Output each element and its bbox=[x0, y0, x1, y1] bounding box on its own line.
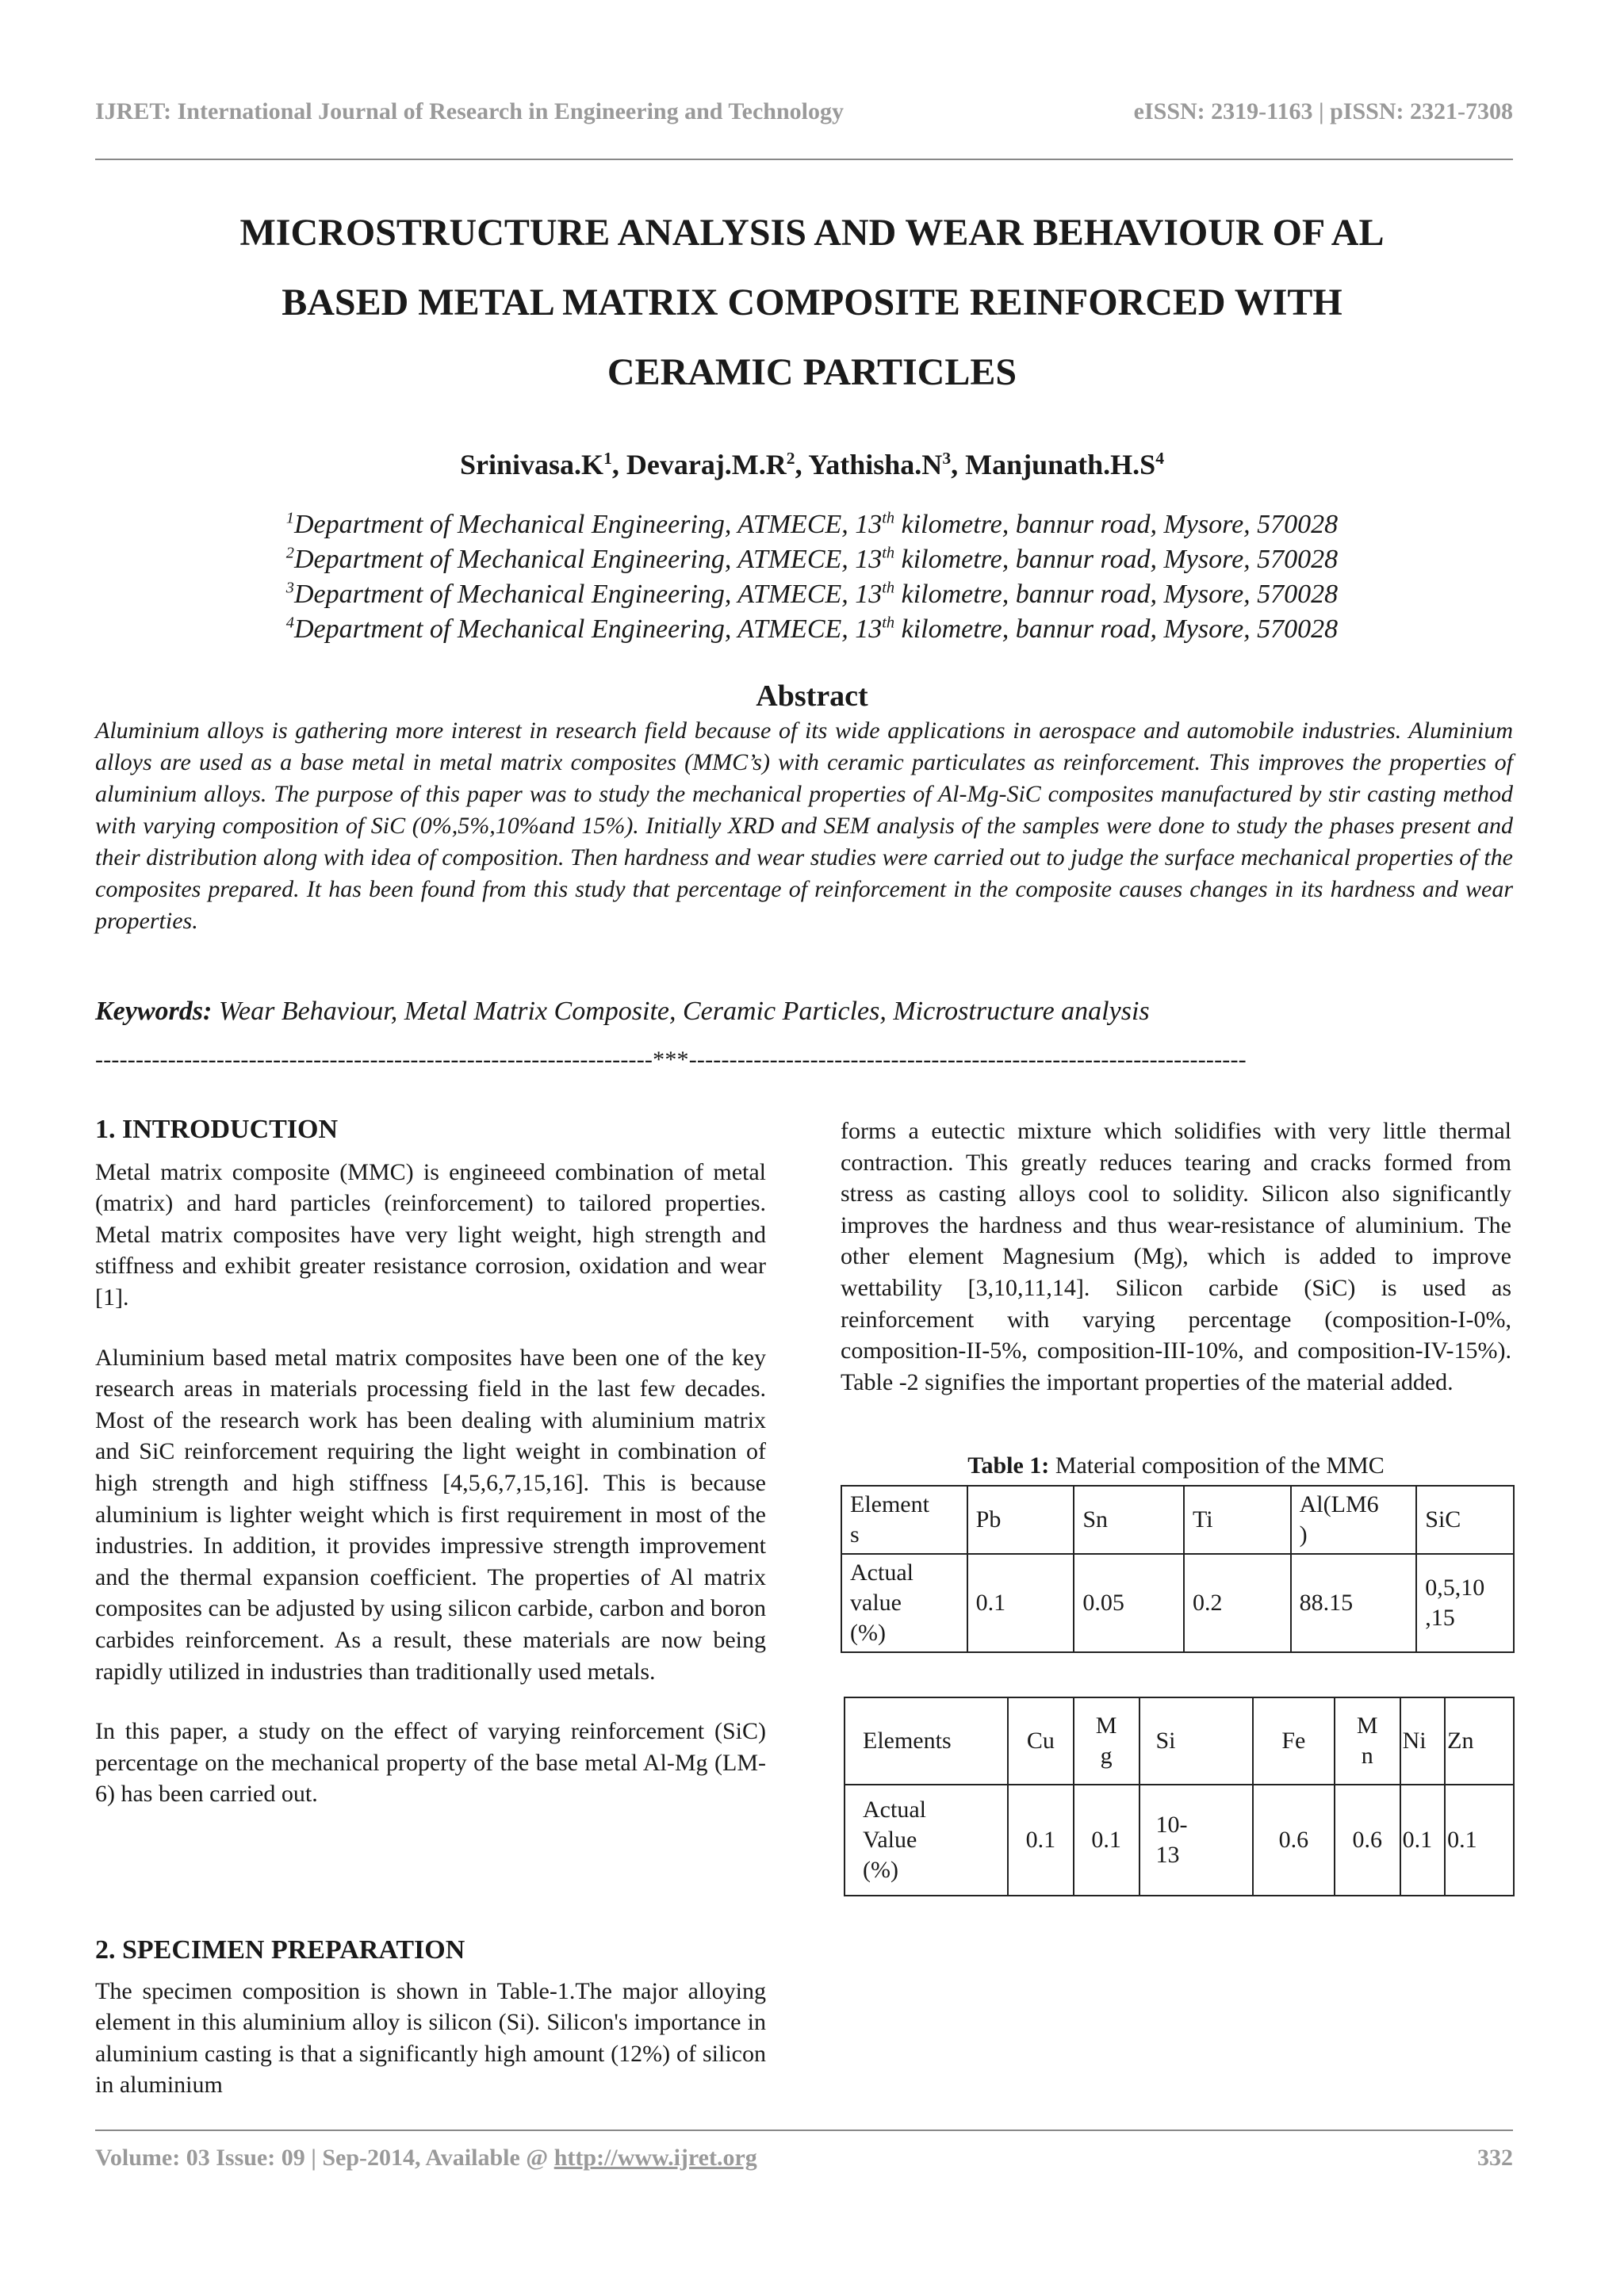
table-cell: Ti bbox=[1184, 1486, 1291, 1554]
volume-text: Volume: 03 Issue: 09 | Sep-2014, Available @ bbox=[95, 2145, 554, 2171]
table-cell: Sn bbox=[1074, 1486, 1184, 1554]
affiliation bbox=[127, 542, 1497, 577]
ordinal-sup: th bbox=[882, 579, 895, 597]
table-row bbox=[841, 1554, 1514, 1652]
affiliation-text: kilometre, bannur road, Mysore, 570028 bbox=[894, 614, 1339, 644]
affiliation-text: Department of Mechanical Engineering, ATMECE, 13 bbox=[294, 614, 883, 644]
author-name: Manjunath.H.S bbox=[965, 449, 1156, 480]
intro-paragraph: In this paper, a study on the effect of varying reinforcement (SiC) percentage on the mechanical property of the base metal Al-Mg (LM-6) has been carried out. bbox=[95, 1718, 766, 1808]
affiliation bbox=[127, 612, 1497, 647]
page-number: 332 bbox=[1477, 2145, 1513, 2171]
table-cell: 10- 13 bbox=[1139, 1785, 1253, 1896]
author-list: $Srinivasa.K^1$, $Devaraj.M.R^2$, $Yathisha.N^3$, $Manjunath.H.S^4$ bbox=[460, 449, 1164, 480]
title-line: CERAMIC PARTICLES bbox=[607, 351, 1017, 393]
affiliations bbox=[127, 507, 1497, 647]
table-cell: Si bbox=[1139, 1697, 1253, 1785]
affiliation-text: Department of Mechanical Engineering, ATMECE, 13 bbox=[294, 510, 883, 539]
affiliation-text: Department of Mechanical Engineering, ATMECE, 13 bbox=[294, 545, 883, 574]
intro-paragraph: Aluminium based metal matrix composites have been one of the key research areas in materials processing field in the last few decades. Most of the research work has been dealing with aluminium matrix and SiC reinforcement requiring the light weight in combination of high strength and high stiffness [4,5,6,7,15,16]. This is because aluminium is lighter weight which is first requirement in most of the industries. In addition, it provides impressive strength improvement and the thermal expansion coefficient. The properties of Al matrix composites can be adjusted by using silicon carbide, carbon and boron carbides reinforcement. As a result, these materials are now being rapidly utilized in industries than traditionally used metals. bbox=[95, 1344, 766, 1685]
journal-url-link[interactable]: http://www.ijret.org bbox=[553, 2145, 757, 2171]
table-cell: 88.15 bbox=[1291, 1554, 1417, 1652]
table-row bbox=[845, 1697, 1514, 1785]
footer-rule bbox=[95, 2130, 1513, 2131]
table-cell: Actual Value (%) bbox=[845, 1785, 1008, 1896]
volume-info bbox=[95, 2145, 757, 2172]
affiliation-text: kilometre, bannur road, Mysore, 570028 bbox=[894, 545, 1339, 574]
affiliation-text: kilometre, bannur road, Mysore, 570028 bbox=[894, 510, 1339, 539]
ordinal-sup: th bbox=[882, 614, 895, 632]
table-row bbox=[841, 1486, 1514, 1554]
specimen-heading: 2. SPECIMEN PREPARATION bbox=[95, 1935, 465, 1965]
table-cell: 0.1 bbox=[967, 1554, 1074, 1652]
affiliation-num: 2 bbox=[285, 544, 294, 562]
paper-title bbox=[127, 198, 1497, 408]
specimen-section bbox=[95, 1934, 766, 2101]
table-cell: 0.1 bbox=[1445, 1785, 1514, 1896]
author-sup: 1 bbox=[603, 449, 612, 468]
affiliation-text: kilometre, bannur road, Mysore, 570028 bbox=[894, 580, 1339, 609]
author-sup: 4 bbox=[1155, 449, 1164, 468]
table1-caption-text: Material composition of the MMC bbox=[1049, 1452, 1385, 1479]
author-sup: 3 bbox=[942, 449, 952, 468]
issn: eISSN: 2319-1163 | pISSN: 2321-7308 bbox=[1133, 98, 1513, 124]
table-cell: 0.1 bbox=[1400, 1785, 1446, 1896]
table-cell: 0.1 bbox=[1074, 1785, 1139, 1896]
affiliation-num: 4 bbox=[285, 614, 294, 632]
running-header bbox=[95, 98, 1513, 130]
table-cell: Elements bbox=[845, 1697, 1008, 1785]
author-name: Devaraj.M.R bbox=[626, 449, 787, 480]
table-row bbox=[845, 1785, 1514, 1896]
table-cell: 0.1 bbox=[1008, 1785, 1074, 1896]
keywords-label: Keywords: bbox=[95, 997, 213, 1026]
affiliation-num: 1 bbox=[285, 509, 294, 527]
keywords-text: Wear Behaviour, Metal Matrix Composite, Ceramic Particles, Microstructure analysis bbox=[218, 997, 1150, 1026]
table-cell: 0.2 bbox=[1184, 1554, 1291, 1652]
table-cell: Pb bbox=[967, 1486, 1074, 1554]
table-cell: Fe bbox=[1253, 1697, 1335, 1785]
header-rule bbox=[95, 159, 1513, 160]
running-footer bbox=[95, 2145, 1513, 2176]
table-cell: Cu bbox=[1008, 1697, 1074, 1785]
affiliation-num: 3 bbox=[285, 579, 294, 597]
title-line: BASED METAL MATRIX COMPOSITE REINFORCED WITH bbox=[282, 281, 1342, 323]
table1-caption bbox=[841, 1452, 1511, 1479]
table-cell: Zn bbox=[1445, 1697, 1514, 1785]
affiliation-text: Department of Mechanical Engineering, ATMECE, 13 bbox=[294, 580, 883, 609]
right-column-text bbox=[841, 1115, 1511, 1398]
table-cell: 0,5,10 ,15 bbox=[1416, 1554, 1514, 1652]
affiliation bbox=[127, 507, 1497, 542]
table1-caption-label: Table 1: bbox=[967, 1452, 1050, 1479]
journal-name: IJRET: International Journal of Research in Engineering and Technology bbox=[95, 98, 845, 124]
abstract-text: Aluminium alloys is gathering more interest in research field because of its wide applications in aerospace and automobile industries. Aluminium alloys are used as a base metal in metal matrix composites (MMC’s) with ceramic particulates as reinforcement. This improves the properties of aluminium alloys. The purpose of this paper was to study the mechanical properties of Al-Mg-SiC composites manufactured by stir casting method with varying composition of SiC (0%,5%,10%and 15%). Initially XRD and SEM analysis of the samples were done to study the phases present and their distribution along with idea of composition. Then hardness and wear studies were carried out to judge the surface mechanical properties of the composites prepared. It has been found from this study that percentage of reinforcement in the composite causes changes in its hardness and wear properties. bbox=[95, 718, 1513, 934]
table-cell: SiC bbox=[1416, 1486, 1514, 1554]
author-name: Yathisha.N bbox=[808, 449, 943, 480]
intro-section bbox=[95, 1114, 766, 1810]
title-line: MICROSTRUCTURE ANALYSIS AND WEAR BEHAVIOUR OF AL bbox=[239, 212, 1385, 254]
author-name: Srinivasa.K bbox=[460, 449, 604, 480]
table-cell: Ni bbox=[1400, 1697, 1446, 1785]
specimen-paragraph: The specimen composition is shown in Table-1.The major alloying element in this aluminium alloy is silicon (Si). Silicon's importance in aluminium casting is that a significantly high amount (12%) of silicon in aluminium bbox=[95, 1977, 766, 2099]
table-cell: M g bbox=[1074, 1697, 1139, 1785]
intro-paragraph: Metal matrix composite (MMC) is engineeed combination of metal (matrix) and hard particles (reinforcement) to tailored properties. Metal matrix composites have very light weight, high strength and stiffness and exhibit greater resistance corrosion, oxidation and wear [1]. bbox=[95, 1158, 766, 1311]
affiliation bbox=[127, 577, 1497, 612]
intro-heading: 1. INTRODUCTION bbox=[95, 1115, 339, 1144]
table-cell: 0.6 bbox=[1335, 1785, 1400, 1896]
table-cell: 0.6 bbox=[1253, 1785, 1335, 1896]
table-cell: M n bbox=[1335, 1697, 1400, 1785]
section-separator: ---------------------------------------------------------------------***--------------------------------------------------------------------- bbox=[95, 1047, 1247, 1073]
ordinal-sup: th bbox=[882, 509, 895, 527]
table-cell: Actual value (%) bbox=[841, 1554, 967, 1652]
keywords bbox=[95, 997, 1513, 1027]
body-paragraph: forms a eutectic mixture which solidifies with very little thermal contraction. This greatly reduces tearing and cracks formed from stress as casting alloys cool to solidity. Silicon also significantly improves the hardness and thus wear-resistance of aluminium. The other element Magnesium (Mg), which is added to improve wettability [3,10,11,14]. Silicon carbide (SiC) is used as reinforcement with varying percentage (composition-I-0%, composition-II-5%, composition-III-10%, and composition-IV-15%). Table -2 signifies the important properties of the material added. bbox=[841, 1118, 1511, 1395]
table-cell: Element s bbox=[841, 1486, 967, 1554]
table-cell: Al(LM6 ) bbox=[1291, 1486, 1417, 1554]
abstract-heading: Abstract bbox=[756, 679, 868, 713]
ordinal-sup: th bbox=[882, 544, 895, 562]
table1 bbox=[841, 1485, 1515, 1653]
author-sup: 2 bbox=[786, 449, 795, 468]
table2 bbox=[844, 1697, 1515, 1896]
table-cell: 0.05 bbox=[1074, 1554, 1184, 1652]
